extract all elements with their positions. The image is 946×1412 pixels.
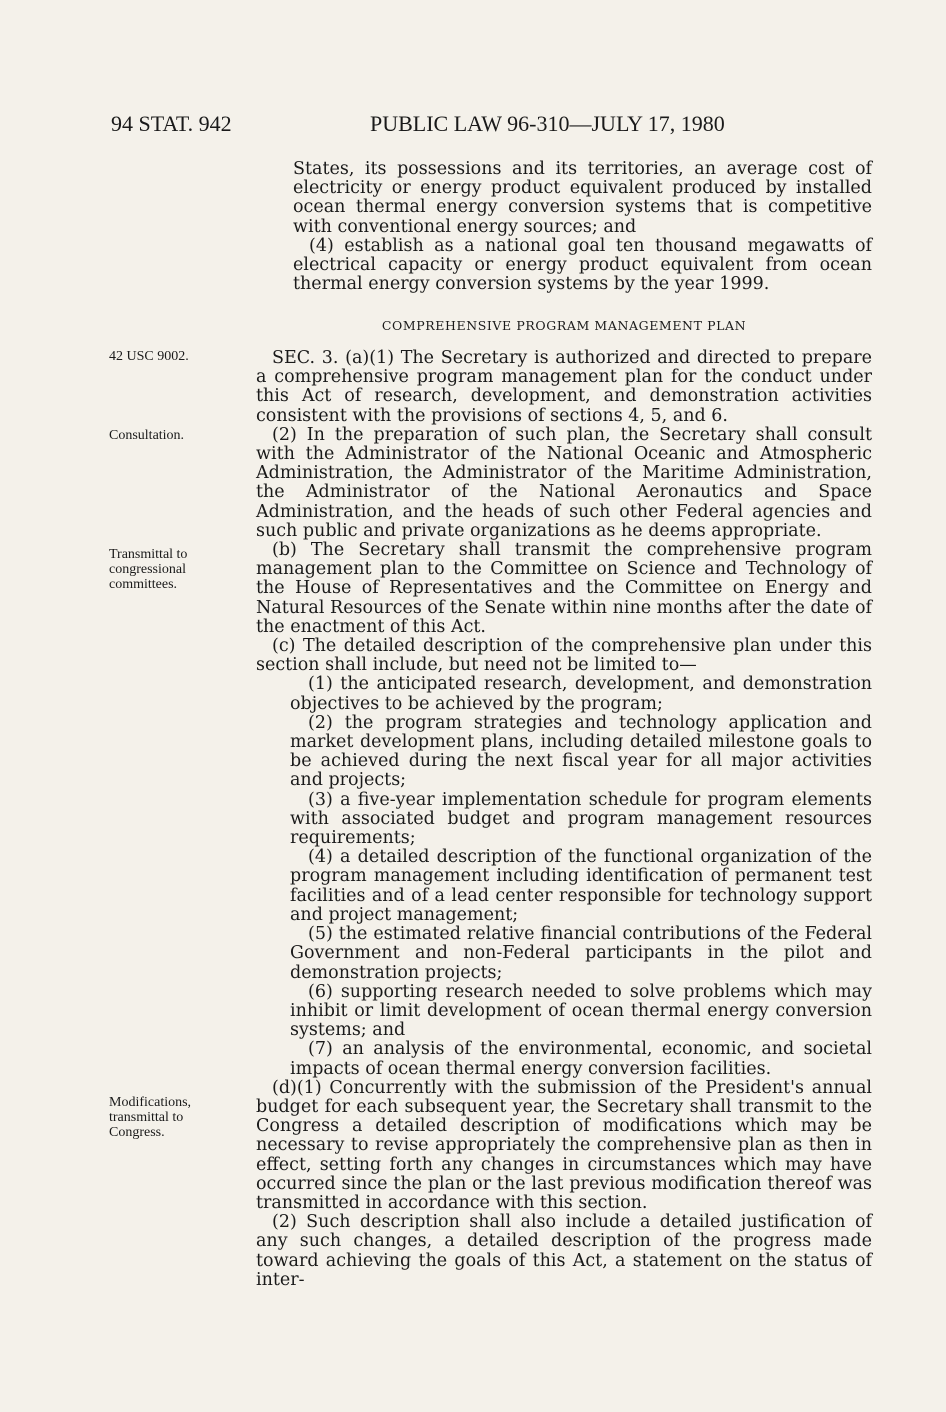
paragraph: (4) establish as a national goal ten thousand megawatts of electrical capacity or energy product equivalent from ocean thermal energy conversion systems by the year 1999. <box>293 235 872 295</box>
page-title: PUBLIC LAW 96-310—JULY 17, 1980 <box>370 111 725 136</box>
paragraph: (2) Such description shall also include a detailed justification of any such changes, a detailed description of the progress made toward achieving the goals of this Act, a statement on the status of inter- <box>256 1212 872 1290</box>
paragraph: (2) In the preparation of such plan, the Secretary shall consult with the Administrator of the National Oceanic and Atmospheric Administration, the Administrator of the Maritime Administration, the Administrator of the National Aeronautics and Space Administration, and the heads of such other Federal agencies and such public and private organizations as he deems appropriate. <box>256 424 872 541</box>
paragraph: (d)(1) Concurrently with the submission of the President's annual budget for each subsequent year, the Secretary shall transmit to the Congress a detailed description of modifications which may be necessary to revise appropriately the comprehensive plan as then in effect, setting forth any changes in circumstances which may have occurred since the plan or the last previous modification thereof was transmitted in accordance with this section. <box>256 1077 872 1213</box>
margin-note-modifications: Modifications, transmittal to Congress. <box>109 1095 192 1140</box>
list-item: (1) the anticipated research, development, and demonstration objectives to be achieved by the program; <box>290 674 872 714</box>
page-stat-number: 94 STAT. 942 <box>111 111 232 136</box>
list-item: (4) a detailed description of the functional organization of the program management including identification of permanent test facilities and of a lead center responsible for technology support and project management; <box>290 847 872 925</box>
section-heading: COMPREHENSIVE PROGRAM MANAGEMENT PLAN <box>381 318 747 333</box>
margin-note-usc: 42 USC 9002. <box>109 349 189 364</box>
paragraph: States, its possessions and its territories, an average cost of electricity or energy product equivalent produced by installed ocean thermal energy conversion systems that is competitive with conventional energy sources; and <box>293 159 872 237</box>
paragraph: SEC. 3. (a)(1) The Secretary is authorized and directed to prepare a comprehensive program management plan for the conduct under this Act of research, development, and demonstration activities consistent with the provisions of sections 4, 5, and 6. <box>256 348 872 426</box>
list-item: (5) the estimated relative financial contributions of the Federal Government and non-Federal participants in the pilot and demonstration projects; <box>290 924 872 983</box>
list-item: (2) the program strategies and technology application and market development plans, including detailed milestone goals to be achieved during the next fiscal year for all major activities and projects; <box>290 712 872 791</box>
paragraph: (c) The detailed description of the comprehensive plan under this section shall include, but need not be limited to— <box>256 636 872 676</box>
text-block-top <box>256 160 872 294</box>
list-item: (7) an analysis of the environmental, economic, and societal impacts of ocean thermal energy conversion facilities. <box>290 1039 872 1079</box>
list-item: (3) a five-year implementation schedule for program elements with associated budget and program management resources requirements; <box>290 789 872 849</box>
margin-note-transmittal: Transmittal to congressional committees. <box>109 547 188 592</box>
margin-note-consultation: Consultation. <box>109 428 185 443</box>
paragraph: (b) The Secretary shall transmit the comprehensive program management plan to the Committee on Science and Technology of the House of Representatives and the Committee on Energy and Natural Resources of the Senate within nine months after the date of the enactment of this Act. <box>256 540 872 637</box>
text-block-main <box>256 349 872 1290</box>
list-item: (6) supporting research needed to solve problems which may inhibit or limit development of ocean thermal energy conversion systems; and <box>290 981 872 1041</box>
